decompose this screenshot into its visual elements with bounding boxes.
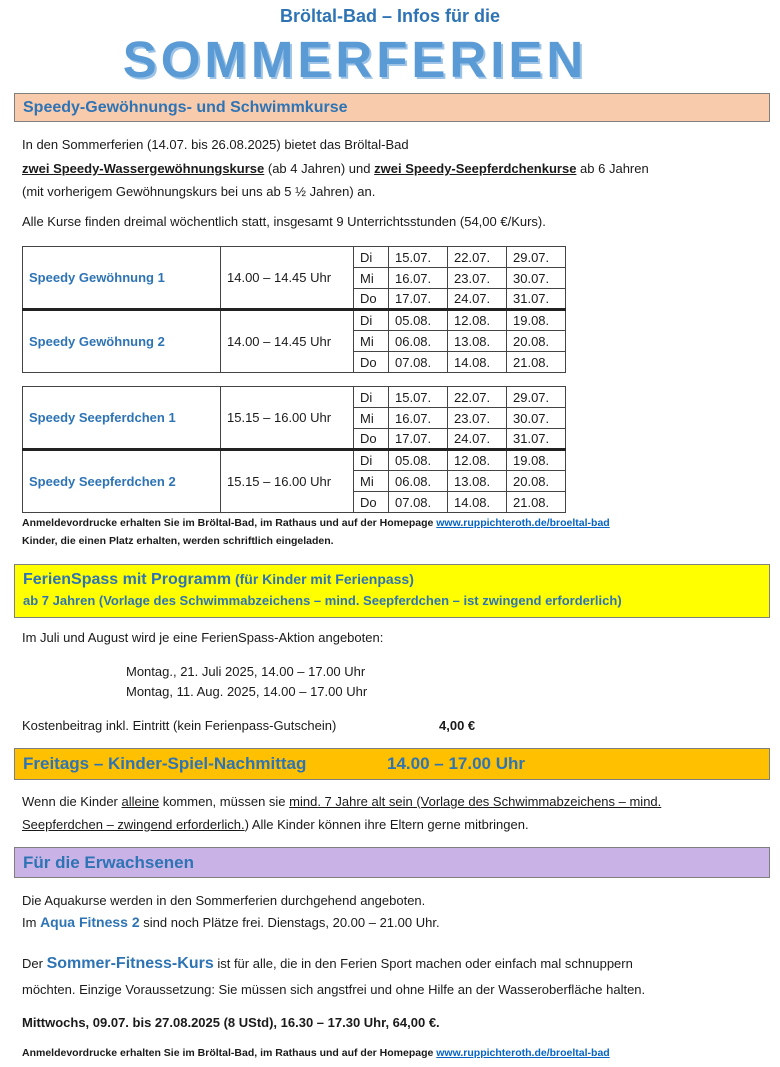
cost-value: 4,00 € [439, 718, 476, 733]
date-cell: 12.08. [448, 310, 507, 331]
text-underlined: mind. 7 Jahre alt sein (Vorlage des Schwimmabzeichens – mind. [289, 794, 662, 809]
course-time: 15.15 – 16.00 Uhr [221, 450, 354, 513]
date-cell: 06.08. [389, 471, 448, 492]
date-cell: 16.07. [389, 268, 448, 289]
schedule-table-gewoehnung [22, 246, 566, 373]
weekday-cell: Mi [354, 408, 389, 429]
date-cell: 14.08. [448, 492, 507, 513]
date-cell: 23.07. [448, 408, 507, 429]
date-cell: 07.08. [389, 492, 448, 513]
text: Der [22, 956, 47, 971]
date-cell: 06.08. [389, 331, 448, 352]
text-underlined: Seepferdchen – zwingend erforderlich. [22, 817, 245, 832]
course-name: Speedy Gewöhnung 2 [23, 310, 221, 373]
homepage-link[interactable]: www.ruppichteroth.de/broeltal-bad [436, 517, 610, 529]
date-cell: 14.08. [448, 352, 507, 373]
date-cell: 20.08. [507, 471, 566, 492]
course-time: 15.15 – 16.00 Uhr [221, 387, 354, 450]
schedule-row [23, 310, 566, 331]
note-text: Anmeldevordrucke erhalten Sie im Bröltal-Bad, im Rathaus und auf der Homepage [22, 1047, 437, 1059]
date-cell: 16.07. [389, 408, 448, 429]
text: sind noch Plätze frei. Dienstags, 20.00 – 21.00 Uhr. [139, 915, 440, 930]
date-cell: 22.07. [448, 247, 507, 268]
text: (ab 4 Jahren) und [264, 161, 375, 176]
date-cell: 12.08. [448, 450, 507, 471]
heading-suffix: (für Kinder mit Ferienpass) [231, 571, 414, 587]
intro-line-4: Alle Kurse finden dreimal wöchentlich statt, insgesamt 9 Unterrichtsstunden (54,00 €/Kurs). [22, 214, 546, 229]
text: kommen, müssen sie [159, 794, 290, 809]
course-time: 14.00 – 14.45 Uhr [221, 310, 354, 373]
date-cell: 05.08. [389, 310, 448, 331]
header-title: SOMMERFERIEN [122, 31, 588, 88]
intro-line-3: (mit vorherigem Gewöhnungskurs bei uns ab 5 ½ Jahren) an. [22, 184, 376, 199]
cost-label: Kostenbeitrag inkl. Eintritt (kein Ferienpass-Gutschein) [22, 718, 337, 733]
heading-subline: ab 7 Jahren (Vorlage des Schwimmabzeichens – mind. Seepferdchen – ist zwingend erforderlich) [23, 593, 622, 608]
friday-line-2 [22, 815, 529, 834]
adults-line-3 [22, 954, 633, 973]
course-time: 14.00 – 14.45 Uhr [221, 247, 354, 310]
schedule-row [23, 247, 566, 268]
section-ferienspass-heading [14, 564, 770, 618]
weekday-cell: Di [354, 310, 389, 331]
registration-note-2 [22, 1045, 610, 1061]
weekday-cell: Di [354, 450, 389, 471]
ferienspass-date-2: Montag, 11. Aug. 2025, 14.00 – 17.00 Uhr [126, 684, 368, 699]
date-cell: 23.07. [448, 268, 507, 289]
weekday-cell: Do [354, 429, 389, 450]
heading-text: Freitags – Kinder-Spiel-Nachmittag [23, 754, 307, 773]
course-name: Speedy Seepferdchen 2 [23, 450, 221, 513]
date-cell: 31.07. [507, 289, 566, 310]
header-subtitle: Bröltal-Bad – Infos für die [279, 6, 501, 26]
heading-text: Speedy-Gewöhnungs- und Schwimmkurse [23, 99, 348, 116]
date-cell: 21.08. [507, 352, 566, 373]
course-highlight: zwei Speedy-Wassergewöhnungskurse [22, 161, 265, 176]
heading-text: FerienSpass mit Programm [23, 571, 232, 588]
friday-line-1 [22, 792, 661, 811]
text: ist für alle, die in den Ferien Sport machen oder einfach mal schnuppern [213, 956, 633, 971]
sommer-fitness-label: Sommer-Fitness-Kurs [46, 955, 214, 972]
weekday-cell: Mi [354, 268, 389, 289]
schedule-table-seepferdchen [22, 386, 566, 513]
adults-line-5: Mittwochs, 09.07. bis 27.08.2025 (8 UStd), 16.30 – 17.30 Uhr, 64,00 €. [22, 1015, 440, 1030]
intro-line-1: In den Sommerferien (14.07. bis 26.08.2025) bietet das Bröltal-Bad [22, 137, 409, 152]
ferienspass-date-1: Montag., 21. Juli 2025, 14.00 – 17.00 Uhr [126, 664, 366, 679]
text: ab 6 Jahren [576, 161, 649, 176]
date-cell: 29.07. [507, 247, 566, 268]
invitation-note: Kinder, die einen Platz erhalten, werden schriftlich eingeladen. [22, 535, 334, 547]
intro-line-2 [22, 159, 649, 178]
date-cell: 13.08. [448, 471, 507, 492]
date-cell: 21.08. [507, 492, 566, 513]
adults-line-2 [22, 913, 440, 932]
date-cell: 17.07. [389, 289, 448, 310]
heading-time: 14.00 – 17.00 Uhr [387, 754, 525, 773]
date-cell: 19.08. [507, 450, 566, 471]
schedule-row [23, 450, 566, 471]
weekday-cell: Do [354, 352, 389, 373]
text-underlined: alleine [121, 794, 160, 809]
schedule-row [23, 387, 566, 408]
course-name: Speedy Gewöhnung 1 [23, 247, 221, 310]
weekday-cell: Do [354, 289, 389, 310]
date-cell: 19.08. [507, 310, 566, 331]
date-cell: 22.07. [448, 387, 507, 408]
date-cell: 20.08. [507, 331, 566, 352]
course-highlight: zwei Speedy-Seepferdchenkurse [374, 161, 577, 176]
course-name: Speedy Seepferdchen 1 [23, 387, 221, 450]
section-friday-heading [14, 748, 770, 780]
text: ) Alle Kinder können ihre Eltern gerne mitbringen. [244, 817, 529, 832]
text: Wenn die Kinder [22, 794, 122, 809]
date-cell: 07.08. [389, 352, 448, 373]
date-cell: 30.07. [507, 408, 566, 429]
weekday-cell: Di [354, 387, 389, 408]
date-cell: 24.07. [448, 289, 507, 310]
adults-line-4: möchten. Einzige Voraussetzung: Sie müssen sich angstfrei und ohne Hilfe an der Wasseroberfläche halten. [22, 982, 646, 997]
section-swim-courses-heading [14, 93, 770, 122]
date-cell: 24.07. [448, 429, 507, 450]
adults-line-1: Die Aquakurse werden in den Sommerferien durchgehend angeboten. [22, 893, 426, 908]
section-adults-heading [14, 847, 770, 878]
date-cell: 13.08. [448, 331, 507, 352]
text: Im [22, 915, 41, 930]
weekday-cell: Do [354, 492, 389, 513]
date-cell: 30.07. [507, 268, 566, 289]
note-text: Anmeldevordrucke erhalten Sie im Bröltal-Bad, im Rathaus und auf der Homepage [22, 517, 437, 529]
registration-note [22, 515, 610, 531]
homepage-link[interactable]: www.ruppichteroth.de/broeltal-bad [436, 1047, 610, 1059]
heading-text: Für die Erwachsenen [23, 853, 194, 872]
date-cell: 05.08. [389, 450, 448, 471]
aqua-fitness-label: Aqua Fitness 2 [40, 914, 140, 930]
date-cell: 29.07. [507, 387, 566, 408]
date-cell: 17.07. [389, 429, 448, 450]
ferienspass-intro: Im Juli und August wird je eine FerienSpass-Aktion angeboten: [22, 630, 384, 645]
date-cell: 31.07. [507, 429, 566, 450]
weekday-cell: Di [354, 247, 389, 268]
date-cell: 15.07. [389, 387, 448, 408]
weekday-cell: Mi [354, 471, 389, 492]
date-cell: 15.07. [389, 247, 448, 268]
weekday-cell: Mi [354, 331, 389, 352]
